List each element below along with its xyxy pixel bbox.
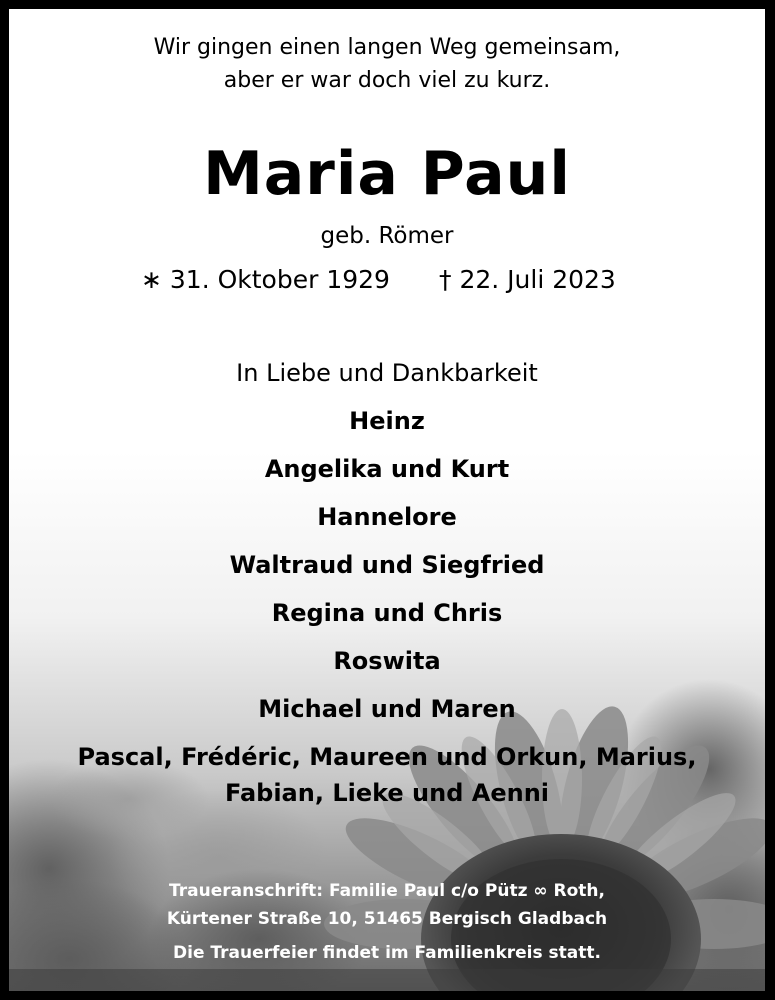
- mourner-line: Waltraud und Siegfried: [229, 551, 545, 579]
- verse-line: Wir gingen einen langen Weg gemeinsam,: [153, 35, 621, 60]
- obituary-text: [9, 9, 765, 991]
- mourner-line: Pascal, Frédéric, Maureen und Orkun, Marius,: [77, 743, 697, 771]
- death-date: † 22. Juli 2023: [439, 265, 616, 294]
- maiden-name: geb. Römer: [320, 223, 454, 249]
- deceased-name: Maria Paul: [203, 139, 571, 209]
- mourner-line: Heinz: [349, 407, 425, 435]
- mourner-line: Fabian, Lieke und Aenni: [224, 779, 550, 807]
- verse-line: aber er war doch viel zu kurz.: [223, 68, 551, 93]
- dedication: In Liebe und Dankbarkeit: [236, 359, 538, 387]
- mourner-line: Angelika und Kurt: [264, 455, 510, 483]
- mourner-line: Hannelore: [317, 503, 457, 531]
- mourner-line: Regina und Chris: [271, 599, 503, 627]
- mourner-line: Michael und Maren: [258, 695, 516, 723]
- mourning-address: Traueranschrift: Familie Paul c/o Pütz ∞ Roth,: [169, 881, 605, 901]
- verse: [9, 31, 765, 97]
- mourning-address: Kürtener Straße 10, 51465 Bergisch Gladbach: [166, 909, 608, 929]
- obituary-card: [9, 9, 765, 991]
- birth-date: ∗ 31. Oktober 1929: [141, 265, 390, 294]
- mourner-line: Roswita: [333, 647, 441, 675]
- funeral-note: Die Trauerfeier findet im Familienkreis statt.: [173, 943, 601, 963]
